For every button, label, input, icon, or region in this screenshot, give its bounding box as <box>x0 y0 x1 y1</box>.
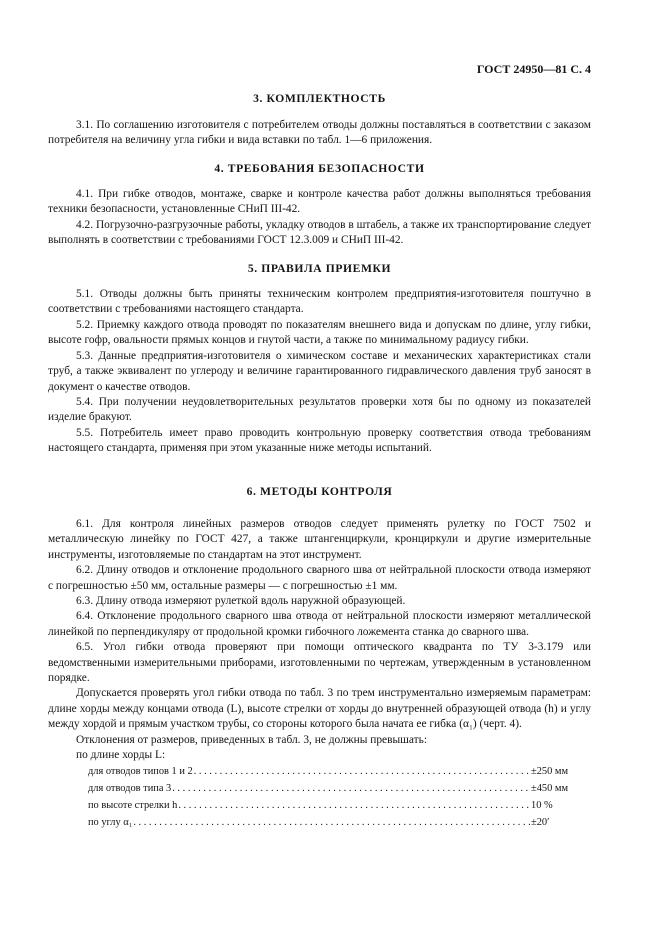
tolerance-label: для отводов типов 1 и 2 <box>88 766 193 778</box>
section-5 <box>48 261 591 457</box>
tolerance-row <box>88 797 591 814</box>
tolerance-list <box>48 763 591 831</box>
tolerance-label: для отводов типа 3 <box>88 783 172 795</box>
paragraph: 5.5. Потребитель имеет право проводить контрольную проверку соответствия отвода требованиям настоящего стандарта, применяя при этом указанные ниже методы испытаний. <box>48 426 591 455</box>
tolerance-value: ±250 мм <box>531 766 569 778</box>
tolerance-value: 10 % <box>531 800 553 812</box>
paragraph: 3.1. По соглашению изготовителя с потребителем отводы должны поставляться в соответствии с заказом потребителя на величину угла гибки и вида вставки по табл. 1—6 приложения. <box>48 118 591 147</box>
section-6 <box>48 484 591 832</box>
section-title: 6. МЕТОДЫ КОНТРОЛЯ <box>246 484 393 498</box>
page-header: ГОСТ 24950—81 С. 4 <box>476 62 591 76</box>
leader-dots <box>194 763 530 780</box>
section-3 <box>48 91 591 148</box>
paragraph: 6.5. Угол гибки отвода проверяют при помощи оптического квадранта по ТУ 3-3.179 или ведомственными измерительными приборами, изготовленными по чертежам, утвержденным в установленном порядке. <box>48 641 591 684</box>
leader-dots <box>172 780 530 797</box>
paragraph: 4.2. Погрузочно-разгрузочные работы, укладку отводов в штабель, а также их транспортирование следует выполнять в соответствии с требованиями ГОСТ 12.3.009 и СНиП III-42. <box>48 218 591 247</box>
paragraph: Допускается проверять угол гибки отвода по табл. 3 по трем инструментально измеряемым параметрам: длине хорды между концами отвода (L), высоте стрелки от хорды до внутренней образующей отвода (h) и углу между хордой и прямым участком трубы, со стороны которого была начата ее гибка (α₁) (черт. 4). <box>48 687 591 731</box>
paragraph: 5.3. Данные предприятия-изготовителя о химическом составе и механических характеристиках стали труб, а также эквивалент по углероду и величине гарантированного гидравлического давления труб заносят в документ о качестве отводов. <box>48 349 591 393</box>
leader-dots <box>133 814 530 831</box>
tolerance-value: ±450 мм <box>531 783 569 795</box>
paragraph: 5.2. Приемку каждого отвода проводят по показателям внешнего вида и допускам по длине, углу гибки, высоте гофр, овальности прямых концов и гнутой части, а также по минимальному радиусу гибки. <box>48 318 591 347</box>
tolerance-row <box>88 763 591 780</box>
paragraph: 5.4. При получении неудовлетворительных результатов проверки хотя бы по одному из показателей изделие бракуют. <box>48 395 591 424</box>
section-title: 4. ТРЕБОВАНИЯ БЕЗОПАСНОСТИ <box>214 161 425 175</box>
paragraph: Отклонения от размеров, приведенных в табл. 3, не должны превышать: <box>76 733 427 746</box>
paragraph: 6.2. Длину отводов и отклонение продольного сварного шва от нейтральной плоскости отвода измеряют с погрешностью ±50 мм, остальные размеры — с погрешностью ±1 мм. <box>48 564 591 592</box>
leader-dots <box>178 797 530 814</box>
section-title: 3. КОМПЛЕКТНОСТЬ <box>253 92 386 106</box>
tolerance-row <box>88 780 591 797</box>
paragraph: по длине хорды L: <box>76 749 166 762</box>
paragraph: 6.3. Длину отвода измеряют рулеткой вдоль наружной образующей. <box>76 594 406 607</box>
paragraph: 6.1. Для контроля линейных размеров отводов следует применять рулетку по ГОСТ 7502 и металлическую линейку по ГОСТ 427, а также штангенциркули, кронциркули и другие измерительные инструменты, изготовляемые по стандартам на этот инструмент. <box>48 517 591 561</box>
tolerance-label: по высоте стрелки h <box>88 800 178 812</box>
tolerance-value: ±20′ <box>531 817 550 829</box>
tolerance-row <box>88 814 591 831</box>
tolerance-label: по углу α₁ <box>88 817 133 829</box>
paragraph: 6.4. Отклонение продольного сварного шва отвода от нейтральной плоскости измеряют металлической линейкой по перпендикуляру от продольной кромки гибочного ложемента станка до сварного шва. <box>48 610 591 638</box>
section-4 <box>48 161 591 249</box>
paragraph: 5.1. Отводы должны быть приняты техническим контролем предприятия-изготовителя поштучно в соответствии с требованиями настоящего стандарта. <box>48 288 591 316</box>
paragraph: 4.1. При гибке отводов, монтаже, сварке и контроле качества работ должны выполняться требования техники безопасности, установленные СНиП III-42. <box>48 188 591 216</box>
section-title: 5. ПРАВИЛА ПРИЕМКИ <box>247 261 392 275</box>
